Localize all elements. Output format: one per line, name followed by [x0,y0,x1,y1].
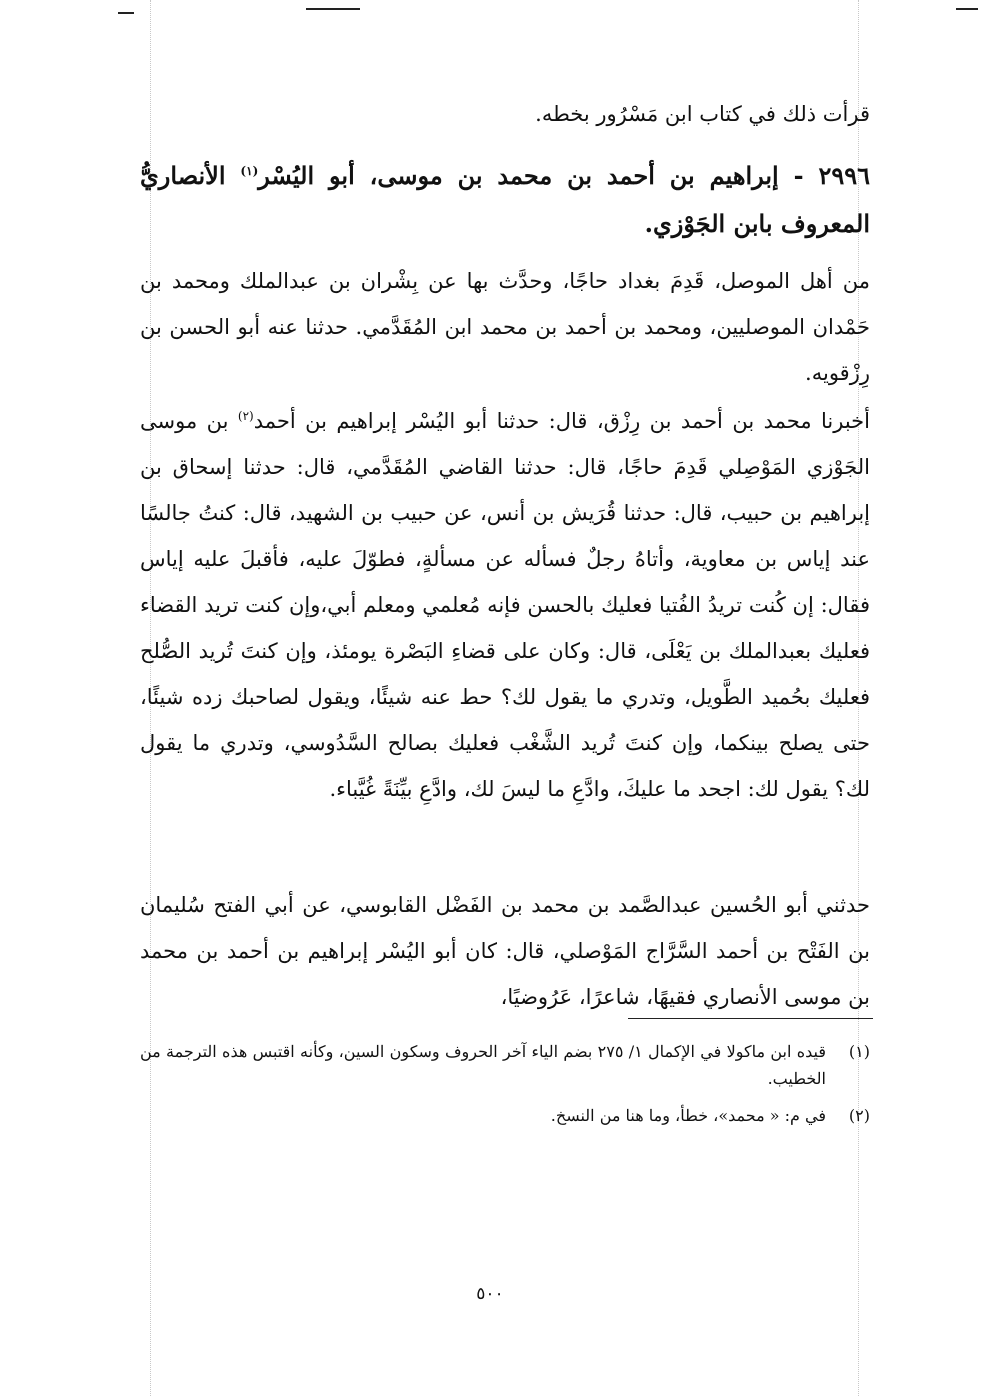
scan-mark-center [306,8,360,10]
entry-name-continued: الأنصاريُّ المعروف بابن الجَوْزي. [140,161,870,238]
opening-line: قرأت ذلك في كتاب ابن مَسْرُور بخطه. [535,102,870,126]
footnote-text: قيده ابن ماكولا في الإكمال ١/ ٢٧٥ بضم الياء آخر الحروف وسكون السين، وكأنه اقتبس هذه الترجمة من الخطيب. [140,1042,826,1088]
footnote-number: (١) [848,1042,870,1061]
footnote-1 [140,1038,870,1092]
entry-name: إبراهيم بن أحمد بن محمد بن موسى، أبو اليُسْر [258,161,779,190]
entry-number: ٢٩٩٦ [818,161,870,190]
footnote-separator [628,1018,873,1019]
scan-mark-left [118,12,134,14]
footnote-number: (٢) [848,1106,870,1125]
paragraph-1: من أهل الموصل، قَدِمَ بغداد حاجًا، وحدَّث بها عن بِشْران بن عبدالملك ومحمد بن حَمْدان الموصليين، ومحمد بن أحمد بن محمد ابن المُقَدَّمي. حدثنا عنه أبو الحسن بن رِزْقويه. [140,269,870,385]
footnote-ref-1[interactable]: (١) [240,164,259,178]
paragraph-2 [140,398,870,812]
footnotes [140,1038,870,1139]
paragraph-3: حدثني أبو الحُسين عبدالصَّمد بن محمد بن الفَضْل القابوسي، عن أبي الفتح سُليمان بن الفَتْح بن أحمد السَّرَّاج المَوْصلي، قال: كان أبو اليُسْر إبراهيم بن أحمد بن محمد بن موسى الأنصاري فقيهًا، شاعرًا، عَرُوضيًا، [140,893,870,1009]
footnote-2 [140,1102,870,1129]
entry-heading [140,152,870,248]
footnote-text: في م: « محمد»، خطأ، وما هنا من النسخ. [550,1106,826,1125]
scan-mark-right [956,8,978,10]
footnote-ref-2[interactable]: (٢) [237,409,254,423]
paragraph-2-part-2: بن موسى الجَوْزي المَوْصِلي قَدِمَ حاجًا، قال: حدثنا القاضي المُقَدَّمي، قال: حدثنا إسحاق بن إبراهيم بن حبيب، قال: حدثنا قُرَيش بن أنس، عن حبيب بن الشهيد، قال: كنتُ جالسًا عند إياس بن معاوية، وأتاهُ رجلٌ فسأله عن مسألةٍ، فطوّلَ عليه، فأقبلَ عليه إياس فقال: إن كُنت تريدُ الفُتيا فعليك بالحسن فإنه مُعلمي ومعلم أبي،وإن كنت تريد القضاء فعليك بعبدالملك بن يَعْلَى، قال: وكان على قضاءِ البَصْرة يومئذ، وإن كنتَ تُريد الصُّلح فعليك بحُميد الطَّويل، وتدري ما يقول لك؟ حط عنه شيئًا، ويقول لصاحبك زده شيئًا، حتى يصلح بينكما، وإن كنتَ تُريد الشَّغْب فعليك بصالح السَّدُوسي، وتدري ما يقول لك؟ يقول لك: اجحد ما عليكَ، وادَّعِ ما ليسَ لك، وادَّعِ بيِّنَةً غُيَّباء. [140,409,870,801]
page-number: ٥٠٠ [476,1284,504,1304]
entry-separator: - [778,161,819,190]
paragraph-2-part-1: أخبرنا محمد بن أحمد بن رِزْق، قال: حدثنا أبو اليُسْر إبراهيم بن أحمد [253,409,870,433]
